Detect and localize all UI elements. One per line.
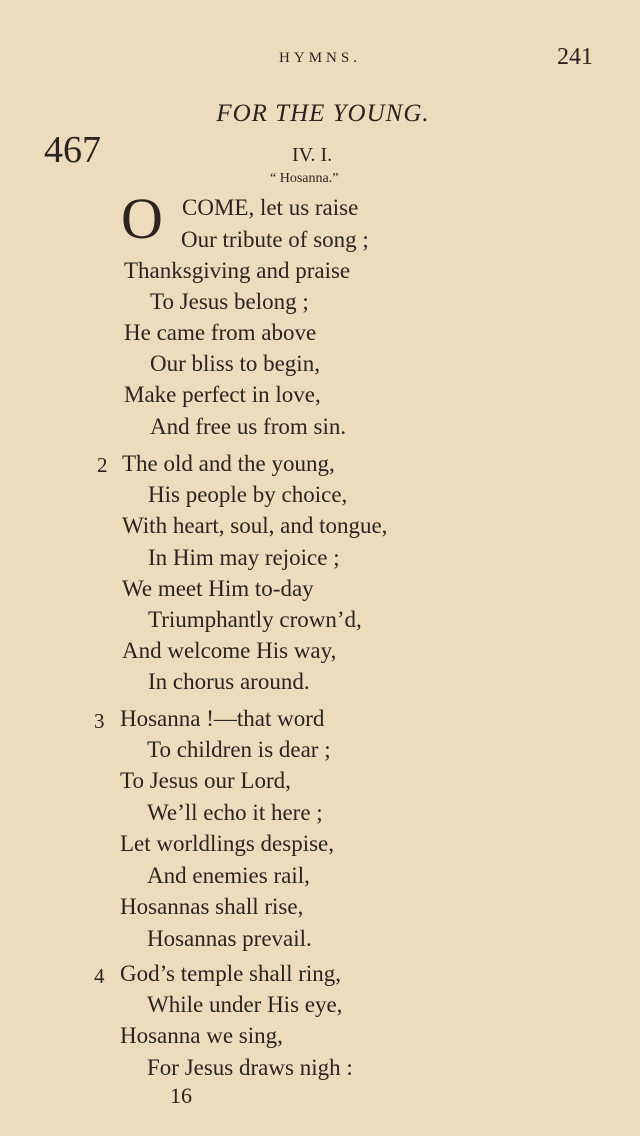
verse-line: We meet Him to-day bbox=[122, 576, 314, 601]
verse-line: And free us from sin. bbox=[150, 414, 347, 439]
verse-line: His people by choice, bbox=[148, 482, 348, 507]
verse-line: Hosanna we sing, bbox=[120, 1023, 283, 1048]
verse-line: Thanksgiving and praise bbox=[124, 258, 351, 283]
tune-name: “ Hosanna.” bbox=[270, 171, 339, 186]
verse-line: Hosanna !—that word bbox=[120, 706, 325, 731]
verse-line: Triumphantly crown’d, bbox=[148, 607, 362, 632]
stanza-number: 4 bbox=[94, 964, 105, 988]
drop-cap: O bbox=[121, 186, 163, 251]
verse-line: Let worldlings despise, bbox=[120, 831, 334, 856]
verse-line: To Jesus our Lord, bbox=[120, 768, 291, 793]
verse-line: The old and the young, bbox=[122, 451, 335, 476]
page-number: 241 bbox=[557, 44, 593, 70]
section-title: FOR THE YOUNG. bbox=[216, 100, 430, 127]
verse-line: God’s temple shall ring, bbox=[120, 961, 342, 986]
verse-line: He came from above bbox=[124, 320, 317, 345]
verse-line: For Jesus draws nigh : bbox=[147, 1055, 353, 1080]
verse-line: Our bliss to begin, bbox=[150, 351, 320, 376]
verse-line: In Him may rejoice ; bbox=[148, 545, 340, 570]
hymn-meter: IV. I. bbox=[292, 144, 333, 166]
verse-line: And enemies rail, bbox=[147, 863, 310, 888]
verse-line: With heart, soul, and tongue, bbox=[122, 513, 388, 538]
verse-line: While under His eye, bbox=[147, 992, 343, 1017]
stanza-number: 2 bbox=[97, 453, 108, 477]
signature-mark: 16 bbox=[170, 1083, 192, 1108]
verse-line: And welcome His way, bbox=[122, 638, 337, 663]
verse-line: Hosannas shall rise, bbox=[120, 894, 304, 919]
verse-line: COME, let us raise bbox=[182, 195, 359, 220]
verse-line: Our tribute of song ; bbox=[181, 227, 369, 252]
stanza-number: 3 bbox=[94, 709, 105, 733]
verse-line: Make perfect in love, bbox=[124, 382, 321, 407]
verse-line: In chorus around. bbox=[148, 669, 310, 694]
verse-line: To children is dear ; bbox=[147, 737, 331, 762]
verse-line: We’ll echo it here ; bbox=[147, 800, 323, 825]
verse-line: Hosannas prevail. bbox=[147, 926, 312, 951]
hymn-number: 467 bbox=[44, 129, 101, 171]
running-head: HYMNS. bbox=[279, 50, 361, 66]
verse-line: To Jesus belong ; bbox=[150, 289, 309, 314]
